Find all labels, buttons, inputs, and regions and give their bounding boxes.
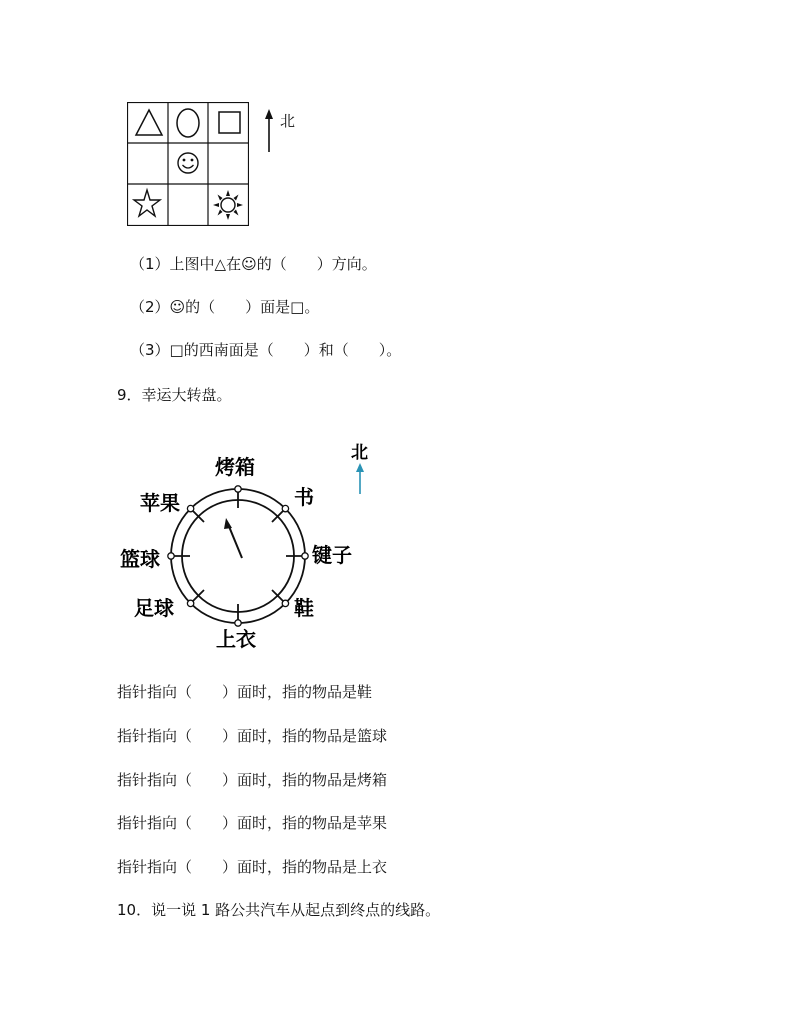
- square-icon: [219, 112, 240, 133]
- wheel-item-basketball: 篮球: [120, 547, 160, 571]
- north-label: 北: [280, 112, 296, 130]
- q8-sub3: （3）□的西南面是（ ）和（ ）。: [130, 341, 402, 359]
- wheel-item-oven: 烤箱: [215, 455, 255, 479]
- north-arrow-icon: [356, 463, 364, 494]
- star-icon: [134, 190, 160, 216]
- q9-question-1: 指针指向（ ）面时，指的物品是鞋: [117, 683, 373, 701]
- q9-question-4: 指针指向（ ）面时，指的物品是苹果: [117, 814, 388, 832]
- q9-title: 9．幸运大转盘。: [117, 386, 232, 404]
- q9-question-5: 指针指向（ ）面时，指的物品是上衣: [117, 858, 388, 876]
- wheel-item-book: 书: [294, 485, 314, 509]
- triangle-icon: [136, 110, 162, 135]
- smiley-icon: [178, 153, 198, 173]
- shape-grid: [127, 102, 249, 226]
- wheel-item-football: 足球: [134, 596, 174, 620]
- oval-icon: [177, 109, 199, 137]
- wheel-item-shoes: 鞋: [294, 596, 314, 620]
- sun-icon: [213, 190, 243, 220]
- north-arrow-icon: [262, 108, 278, 156]
- q8-sub1: （1）上图中△在☺的（ ）方向。: [130, 255, 377, 273]
- wheel-item-shuttlecock: 键子: [312, 543, 352, 567]
- q9-question-2: 指针指向（ ）面时，指的物品是篮球: [117, 727, 388, 745]
- q8-sub2: （2）☺的（ ）面是□。: [130, 298, 320, 316]
- wheel-north-label: 北: [351, 443, 368, 463]
- wheel-item-apple: 苹果: [140, 491, 180, 515]
- q10-title: 10．说一说 1 路公共汽车从起点到终点的线路。: [117, 901, 441, 919]
- pointer-needle: [224, 518, 242, 558]
- north-compass: [262, 108, 302, 156]
- wheel-item-shirt: 上衣: [216, 627, 256, 651]
- q9-question-3: 指针指向（ ）面时，指的物品是烤箱: [117, 771, 388, 789]
- lucky-wheel: [112, 438, 392, 660]
